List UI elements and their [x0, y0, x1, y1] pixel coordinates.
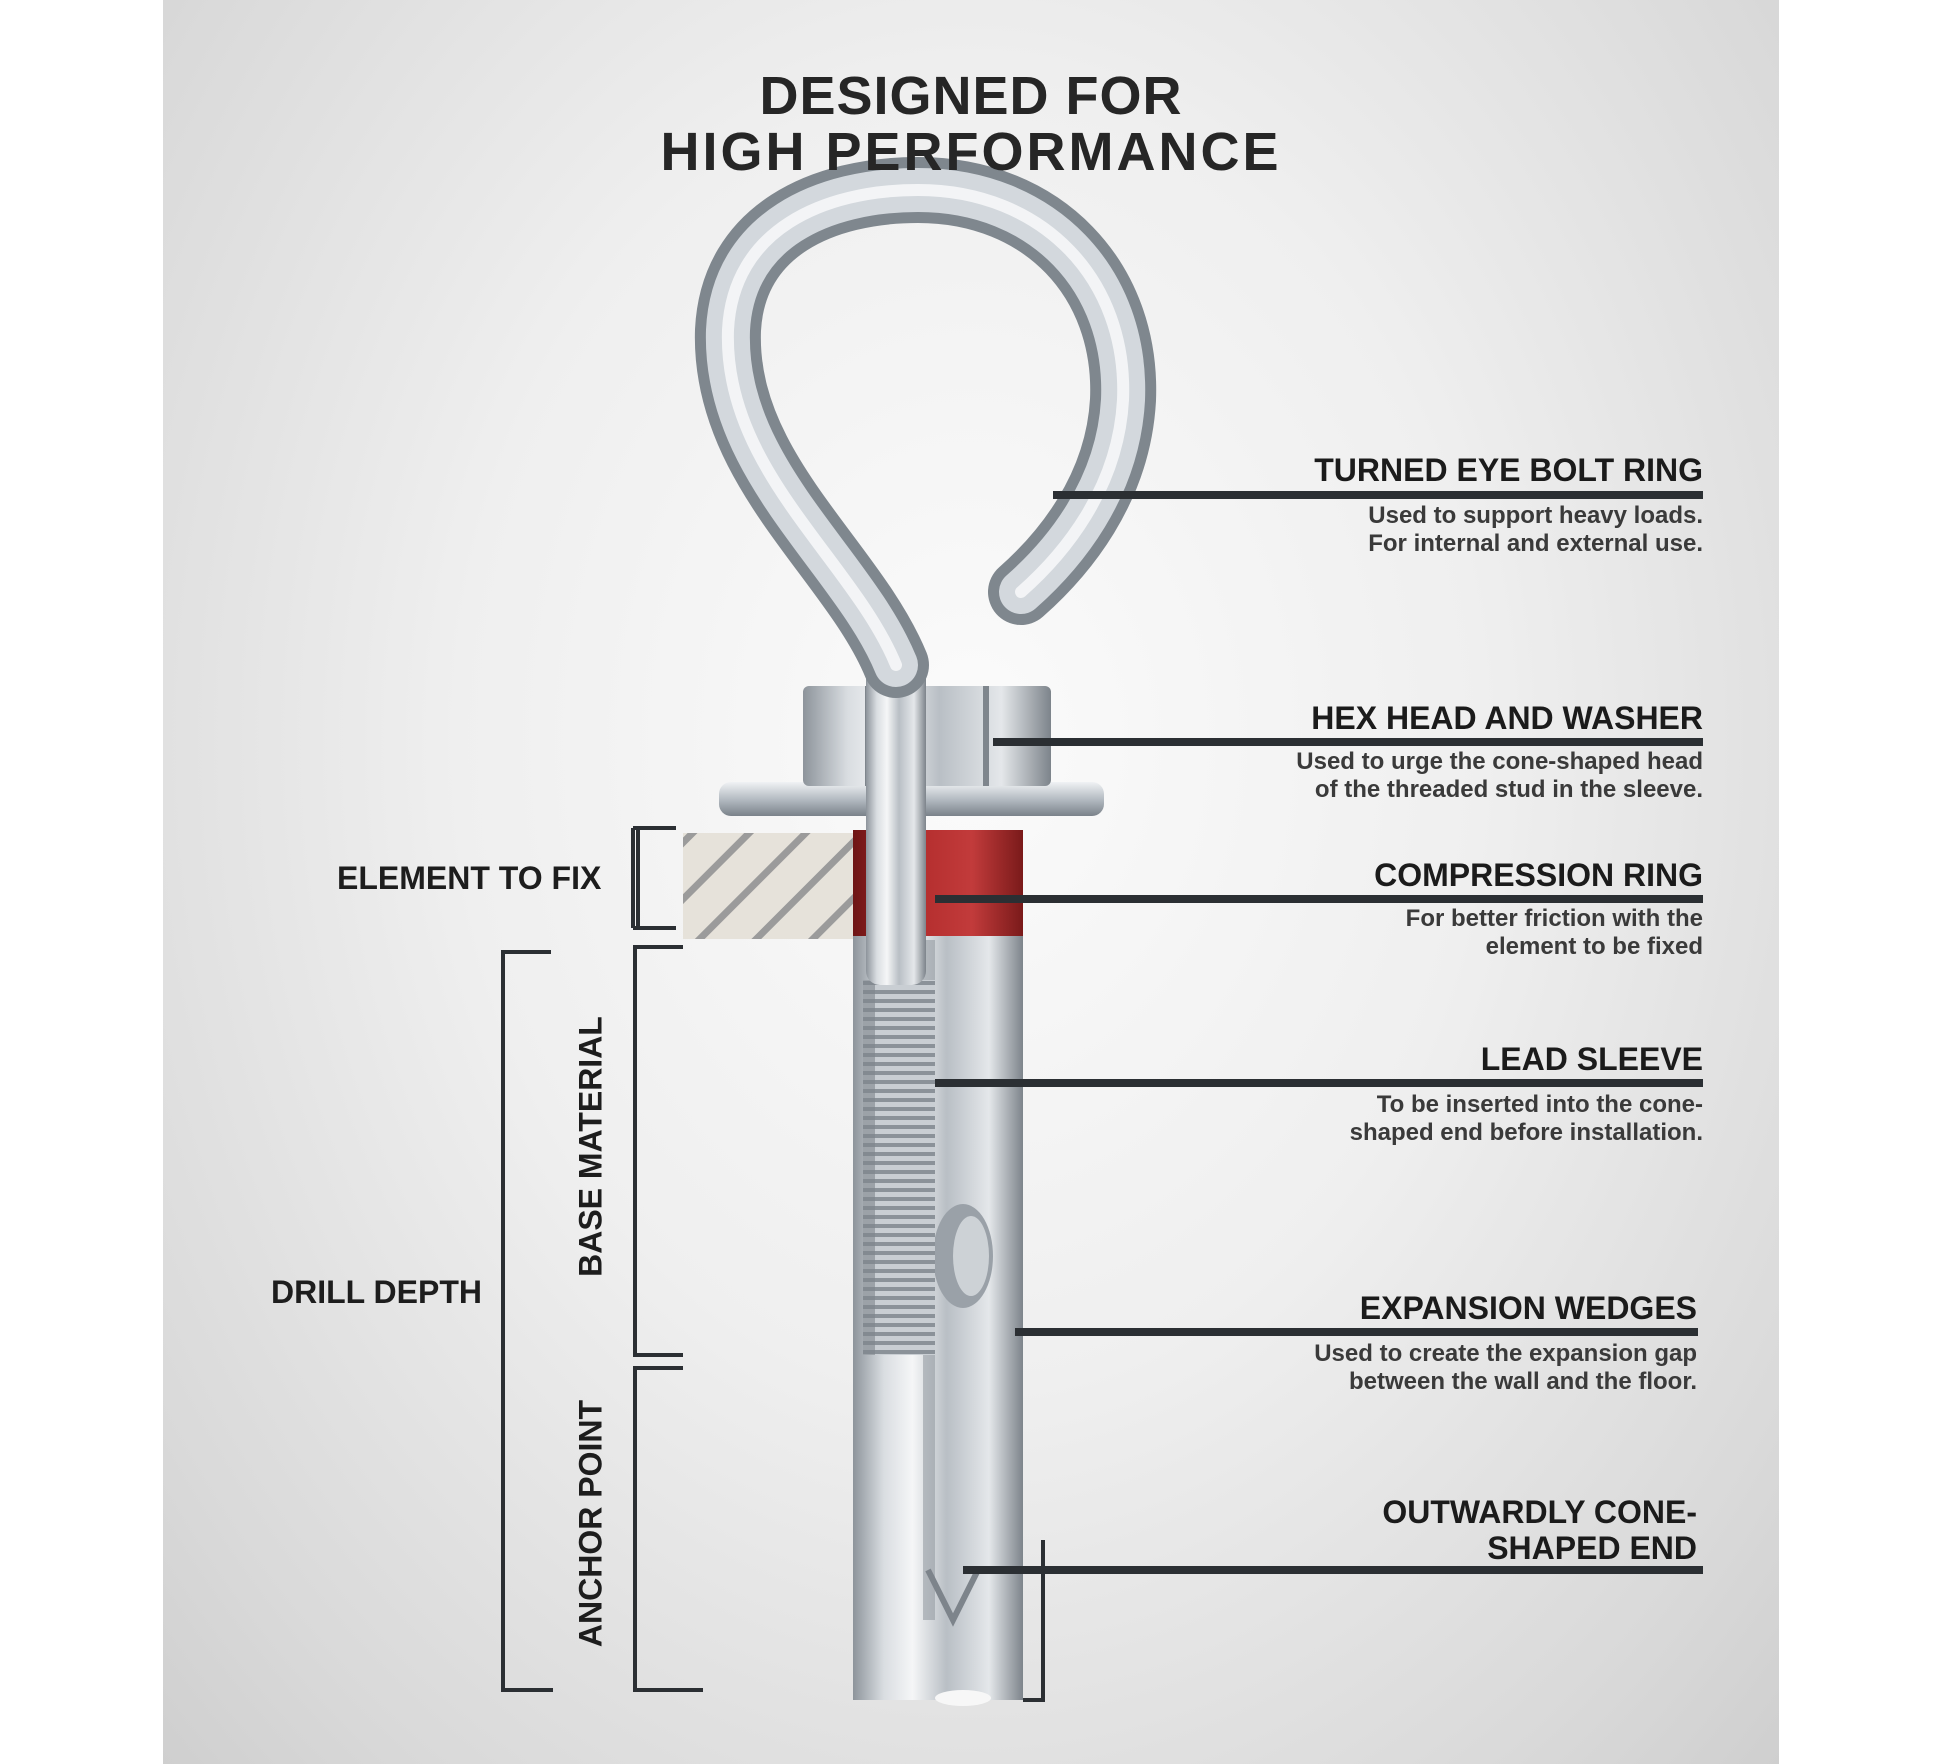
cone-end-bracket	[1023, 1540, 1043, 1700]
callout-description-line: Used to support heavy loads.	[1368, 502, 1703, 529]
callout-outwardly-cone-shaped-end	[1382, 1494, 1697, 1566]
element-to-fix-block	[683, 833, 853, 939]
callout-heading: TURNED EYE BOLT RING	[1314, 452, 1703, 488]
callout-heading-line: OUTWARDLY CONE-	[1382, 1494, 1697, 1530]
callout-description-line: For better friction with the	[1405, 905, 1703, 932]
drill-depth-bracket	[503, 952, 553, 1690]
eye-bolt-shank	[866, 650, 926, 985]
callout-hex-head-and-washer	[1296, 700, 1703, 804]
callout-expansion-wedges	[1314, 1290, 1697, 1396]
title-line-1: DESIGNED FOR	[759, 66, 1183, 126]
leader-lines	[935, 495, 1703, 1570]
callout-description-line: of the threaded stud in the sleeve.	[1314, 776, 1703, 803]
callout-description-line: shaped end before installation.	[1349, 1119, 1703, 1146]
infographic-canvas	[163, 0, 1779, 1764]
label-element-to-fix: ELEMENT TO FIX	[337, 860, 602, 896]
callout-heading: COMPRESSION RING	[1374, 857, 1703, 893]
callout-heading: LEAD SLEEVE	[1480, 1041, 1703, 1077]
callout-description-line: element to be fixed	[1485, 933, 1703, 960]
anchor-point-bracket	[635, 1368, 703, 1690]
label-drill-depth: DRILL DEPTH	[271, 1274, 482, 1310]
callout-heading-line: SHAPED END	[1487, 1530, 1697, 1566]
callout-description-line: For internal and external use.	[1368, 530, 1703, 557]
base-material-bracket	[635, 947, 683, 1355]
callout-lead-sleeve	[1350, 1041, 1703, 1147]
callout-compression-ring	[1374, 857, 1703, 961]
callout-description-line: Used to urge the cone-shaped head	[1296, 748, 1703, 775]
page-title	[163, 68, 1779, 180]
callout-heading: HEX HEAD AND WASHER	[1311, 700, 1703, 736]
hex-nut	[803, 686, 1051, 786]
title-line-2: HIGH PERFORMANCE	[660, 122, 1282, 182]
callout-turned-eye-bolt-ring	[1314, 452, 1703, 558]
label-base-material: BASE MATERIAL	[572, 1016, 609, 1277]
label-anchor-point: ANCHOR POINT	[572, 1399, 609, 1648]
callout-description-line: Used to create the expansion gap	[1314, 1340, 1697, 1367]
callout-description-line: To be inserted into the cone-	[1376, 1091, 1703, 1118]
callout-description-line: between the wall and the floor.	[1348, 1368, 1697, 1395]
callout-heading: EXPANSION WEDGES	[1359, 1290, 1697, 1326]
